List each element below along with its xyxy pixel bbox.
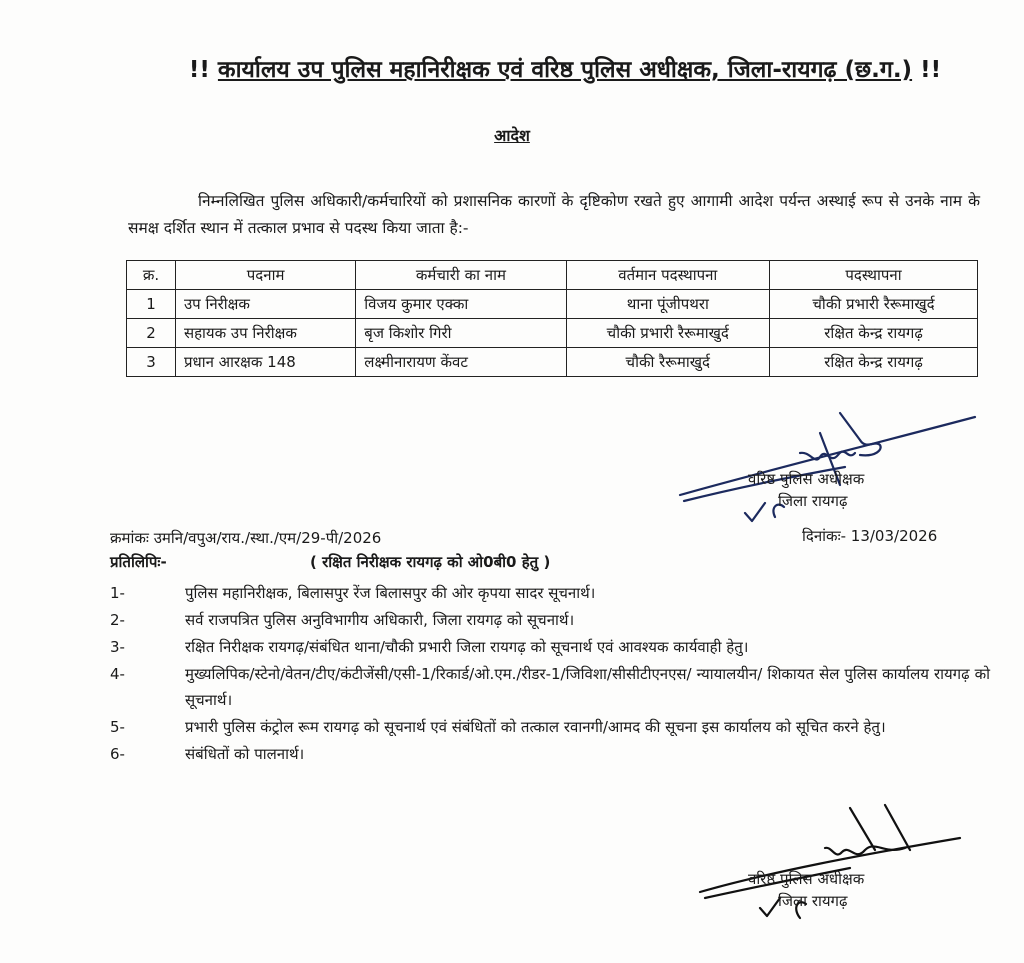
signature-2-text [748,868,864,912]
list-item-number: 1- [110,584,125,602]
col-serial: क्र. [127,261,176,290]
list-item-text: पुलिस महानिरीक्षक, बिलासपुर रेंज बिलासपुर की ओर कृपया सादर सूचनार्थ। [185,584,596,602]
office-header [150,52,980,84]
table-header-row [127,261,978,290]
col-new-posting: पदस्थापना [770,261,978,290]
list-item-number: 6- [110,745,125,763]
order-title: आदेश [494,126,530,145]
table-row [127,290,978,319]
list-item [110,580,990,606]
list-item-text: रक्षित निरीक्षक रायगढ़/संबंधित थाना/चौकी प्रभारी जिला रायगढ़ को सूचनार्थ एवं आवश्यक कार्यवाही हेतु। [185,638,749,656]
signatory-district: जिला रायगढ़ [778,492,848,510]
cell-current-posting: थाना पूंजीपथरा [566,290,770,319]
office-title: कार्यालय उप पुलिस महानिरीक्षक एवं वरिष्ठ पुलिस अधीक्षक, जिला-रायगढ़ (छ.ग.) [217,57,913,83]
col-employee-name: कर्मचारी का नाम [356,261,566,290]
list-item [110,741,990,767]
cell-employee-name: विजय कुमार एक्का [356,290,566,319]
table-row [127,319,978,348]
order-date: दिनांकः- 13/03/2026 [802,527,938,545]
copy-label: प्रतिलिपिः- [110,553,167,571]
list-item-text: प्रभारी पुलिस कंट्रोल रूम रायगढ़ को सूचनार्थ एवं संबंधितों को तत्काल रवानगी/आमद की सूचना इस कार्यालय को सूचित करने हेतु। [185,718,886,736]
cell-serial: 1 [127,290,176,319]
list-item-text: संबंधितों को पालनार्थ। [185,745,305,763]
list-item [110,607,990,633]
list-item-number: 4- [110,665,125,683]
list-item-number: 3- [110,638,125,656]
order-intro: निम्नलिखित पुलिस अधिकारी/कर्मचारियों को प्रशासनिक कारणों के दृष्टिकोण रखते हुए आगामी आदेश पर्यन्त अस्थाई रूप से उनके नाम के समक्ष दर्शित स्थान में तत्काल प्रभाव से पदस्थ किया जाता है:- [128,192,980,237]
cell-new-posting: रक्षित केन्द्र रायगढ़ [770,319,978,348]
list-item [110,634,990,660]
signatory-designation: वरिष्ठ पुलिस अधीक्षक [748,470,865,488]
cell-employee-name: लक्ष्मीनारायण केंवट [356,348,566,377]
cell-employee-name: बृज किशोर गिरी [356,319,566,348]
cell-serial: 3 [127,348,176,377]
posting-table [126,260,978,377]
list-item [110,714,990,740]
table-row [127,348,978,377]
list-item-text: सर्व राजपत्रित पुलिस अनुविभागीय अधिकारी, जिला रायगढ़ को सूचनार्थ। [185,611,575,629]
signatory-district: जिला रायगढ़ [778,892,848,910]
list-item-text: मुख्यलिपिक/स्टेनो/वेतन/टीए/कंटीजेंसी/एसी-1/रिकार्ड/ओ.एम./रीडर-1/जिविशा/सीसीटीएनएस/ न्यायालयीन/ शिकायत सेल पुलिस कार्यालय रायगढ़ को सूचनार्थ। [185,665,990,709]
cell-new-posting: रक्षित केन्द्र रायगढ़ [770,348,978,377]
list-item [110,661,990,713]
signatory-designation: वरिष्ठ पुलिस अधीक्षक [748,870,865,888]
cell-designation: उप निरीक्षक [175,290,355,319]
list-item-number: 2- [110,611,125,629]
copy-list [110,580,990,768]
col-current-posting: वर्तमान पदस्थापना [566,261,770,290]
list-item-number: 5- [110,718,125,736]
cell-new-posting: चौकी प्रभारी रैरूमाखुर्द [770,290,978,319]
cell-serial: 2 [127,319,176,348]
col-designation: पदनाम [175,261,355,290]
cell-current-posting: चौकी प्रभारी रैरूमाखुर्द [566,319,770,348]
copy-note: ( रक्षित निरीक्षक रायगढ़ को ओ0बी0 हेतु ) [310,553,551,571]
cell-current-posting: चौकी रैरूमाखुर्द [566,348,770,377]
cell-designation: प्रधान आरक्षक 148 [175,348,355,377]
header-suffix: !! [920,57,942,83]
reference-number: क्रमांकः उमनि/वपुअ/राय./स्था./एम/29-पी/2026 [110,529,382,547]
signature-1-text [748,468,864,512]
cell-designation: सहायक उप निरीक्षक [175,319,355,348]
header-prefix: !! [188,57,210,83]
